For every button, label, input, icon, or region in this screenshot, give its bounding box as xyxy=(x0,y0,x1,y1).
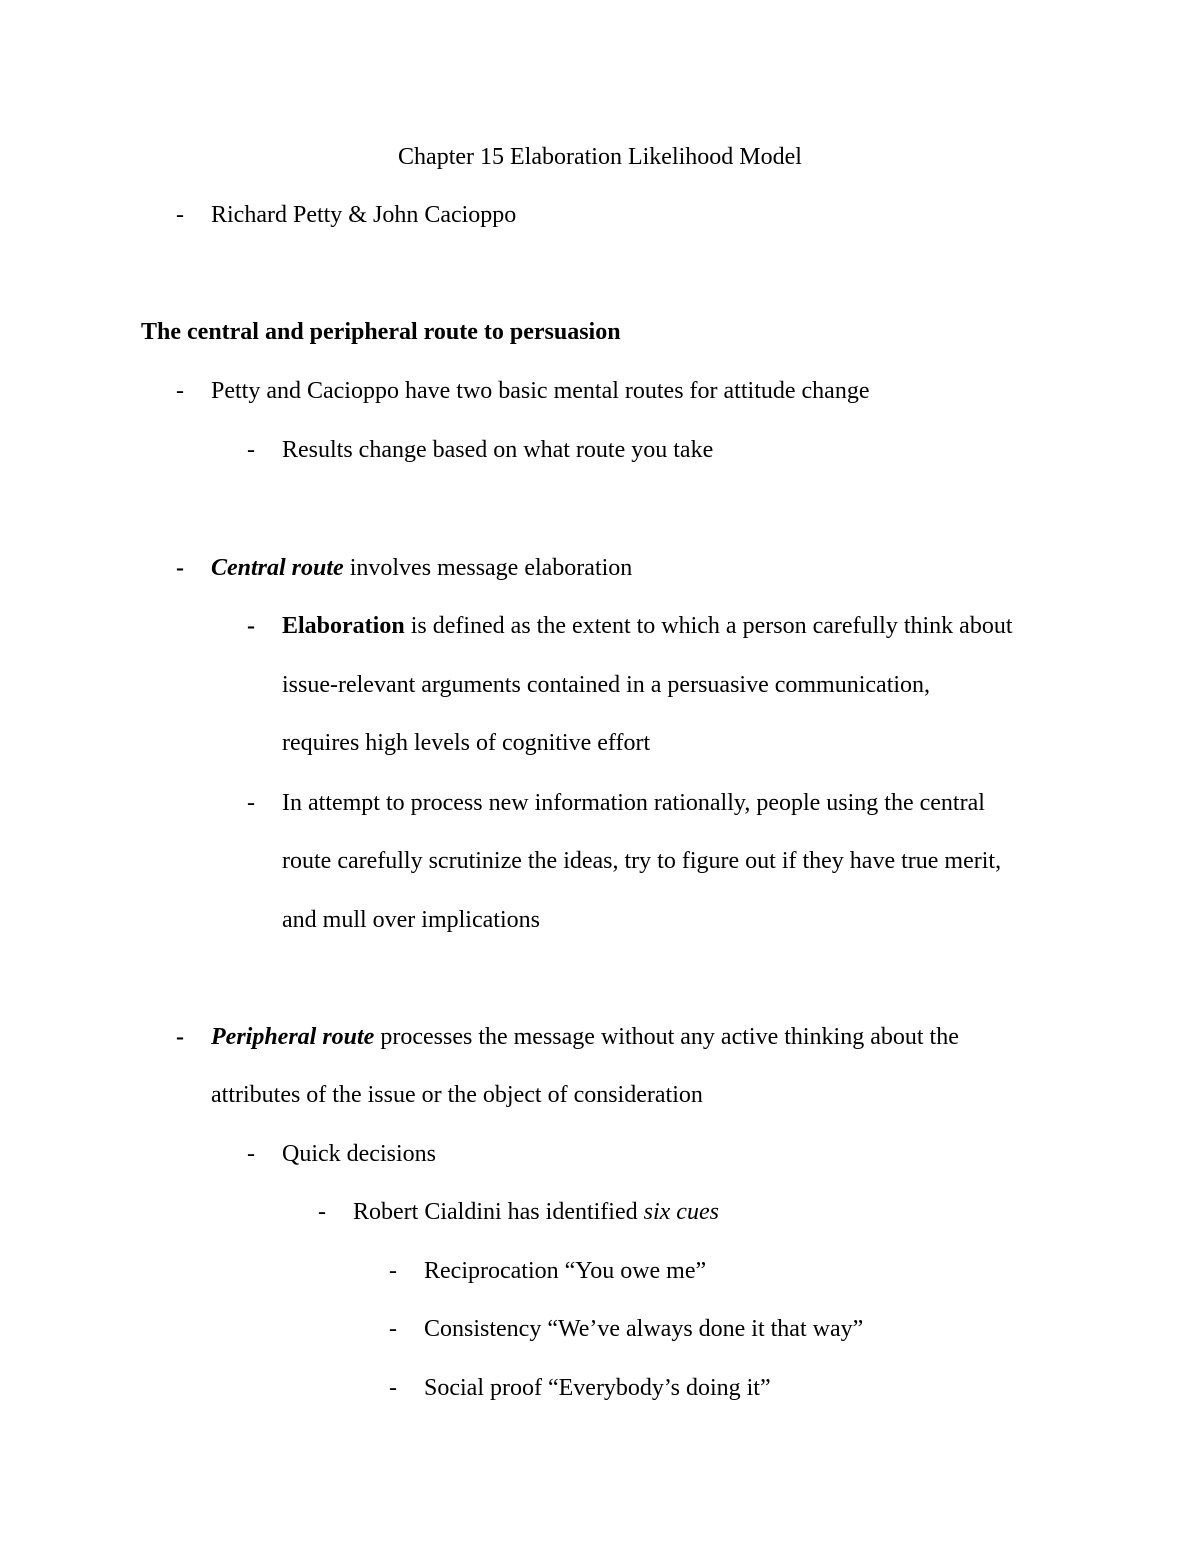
list-item-cue-social-proof: Social proof “Everybody’s doing it” xyxy=(424,1375,771,1401)
peripheral-route-term: Peripheral route xyxy=(211,1024,375,1050)
peripheral-route-text: processes the message without any active thinking about the xyxy=(374,1024,959,1050)
bullet-dash: - xyxy=(389,1316,397,1342)
bullet-dash: - xyxy=(176,555,184,581)
page-title: Chapter 15 Elaboration Likelihood Model xyxy=(398,144,802,170)
bullet-dash: - xyxy=(247,613,255,639)
rational-processing-continued: route carefully scrutinize the ideas, try to figure out if they have true merit, xyxy=(282,848,1002,874)
list-item-mental-routes: Petty and Cacioppo have two basic mental routes for attitude change xyxy=(211,378,870,404)
rational-processing-continued: and mull over implications xyxy=(282,907,540,933)
elaboration-text: is defined as the extent to which a person carefully think about xyxy=(404,613,1013,639)
section-heading: The central and peripheral route to persuasion xyxy=(141,319,621,345)
list-item-rational-processing: In attempt to process new information rationally, people using the central xyxy=(282,790,985,816)
list-item-results-change: Results change based on what route you take xyxy=(282,437,714,463)
bullet-dash: - xyxy=(176,1024,184,1050)
bullet-dash: - xyxy=(247,437,255,463)
bullet-dash: - xyxy=(247,790,255,816)
list-item-cue-consistency: Consistency “We’ve always done it that way” xyxy=(424,1316,864,1342)
central-route-term: Central route xyxy=(211,555,344,581)
elaboration-text-continued: requires high levels of cognitive effort xyxy=(282,730,651,756)
list-item-cialdini xyxy=(353,1197,719,1227)
list-item-quick-decisions: Quick decisions xyxy=(282,1141,436,1167)
list-item-cue-reciprocation: Reciprocation “You owe me” xyxy=(424,1258,707,1284)
cialdini-text: Robert Cialdini has identified xyxy=(353,1199,644,1225)
bullet-dash: - xyxy=(389,1375,397,1401)
list-item-elaboration xyxy=(282,611,1013,641)
bullet-dash: - xyxy=(247,1141,255,1167)
six-cues-term: six cues xyxy=(643,1199,719,1225)
peripheral-route-continued: attributes of the issue or the object of consideration xyxy=(211,1082,703,1108)
authors-text: Richard Petty & John Cacioppo xyxy=(211,202,517,228)
list-item-central-route xyxy=(211,553,632,583)
bullet-dash: - xyxy=(389,1258,397,1284)
elaboration-term: Elaboration xyxy=(282,613,405,639)
bullet-dash: - xyxy=(176,378,184,404)
elaboration-text-continued: issue-relevant arguments contained in a persuasive communication, xyxy=(282,672,931,698)
list-item-peripheral-route xyxy=(211,1022,959,1052)
bullet-dash: - xyxy=(318,1199,326,1225)
central-route-text: involves message elaboration xyxy=(343,555,633,581)
bullet-dash: - xyxy=(176,202,184,228)
